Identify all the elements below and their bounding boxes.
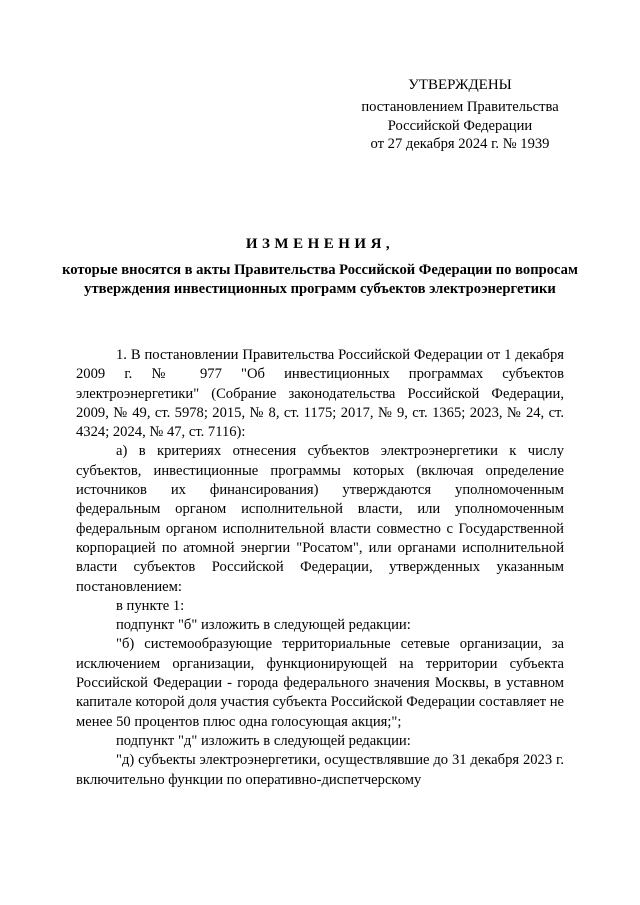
- document-body: [76, 346, 564, 790]
- document-subtitle: которые вносятся в акты Правительства Российской Федерации по вопросам утверждения инвестиционных программ субъектов электроэнергетики: [62, 262, 578, 297]
- paragraph-4: подпункт "б" изложить в следующей редакции:: [116, 617, 411, 634]
- paragraph-3: в пункте 1:: [116, 597, 185, 614]
- paragraph-5: "б) системообразующие территориальные сетевые организации, за исключением организации, функционирующей на территории субъекта Российской Федерации - города федерального значения Москвы, в уставном капитале которой доля участия субъекта Российской Федерации составляет не менее 50 процентов плюс одна голосующая акция;";: [76, 636, 564, 730]
- approval-line-government: Российской Федерации: [387, 117, 533, 134]
- paragraph-1: 1. В постановлении Правительства Российской Федерации от 1 декабря 2009 г. № 977 "Об инвестиционных программах субъектов электроэнергетики" (Собрание законодательства Российской Федерации, 2009, № 49, ст. 5978; 2015, № 8, ст. 1175; 2017, № 9, ст. 1365; 2023, № 24, ст. 4324; 2024, № 47, ст. 7116):: [76, 347, 564, 441]
- document-heading: [60, 236, 580, 299]
- paragraph-7: "д) субъекты электроэнергетики, осуществлявшие до 31 декабря 2023 г. включительно функции по оперативно-диспетчерскому: [76, 752, 564, 788]
- paragraph-6: подпункт "д" изложить в следующей редакции:: [116, 732, 411, 749]
- approval-stamp: [340, 76, 580, 154]
- paragraph-2: а) в критериях отнесения субъектов электроэнергетики к числу субъектов, инвестиционные программы которых (включая определение источников их финансирования) утверждаются уполномоченным федеральным органом исполнительной власти, или уполномоченным федеральным органом исполнительной власти совместно с Государственной корпорацией по атомной энергии "Росатом", или органами исполнительной власти субъектов Российской Федерации, утвержденных указанным постановлением:: [76, 443, 564, 595]
- document-title: ИЗМЕНЕНИЯ,: [245, 236, 395, 252]
- approval-line-decree: постановлением Правительства: [361, 99, 559, 116]
- approval-line-date: от 27 декабря 2024 г. № 1939: [370, 136, 550, 153]
- approval-title: УТВЕРЖДЕНЫ: [408, 77, 512, 93]
